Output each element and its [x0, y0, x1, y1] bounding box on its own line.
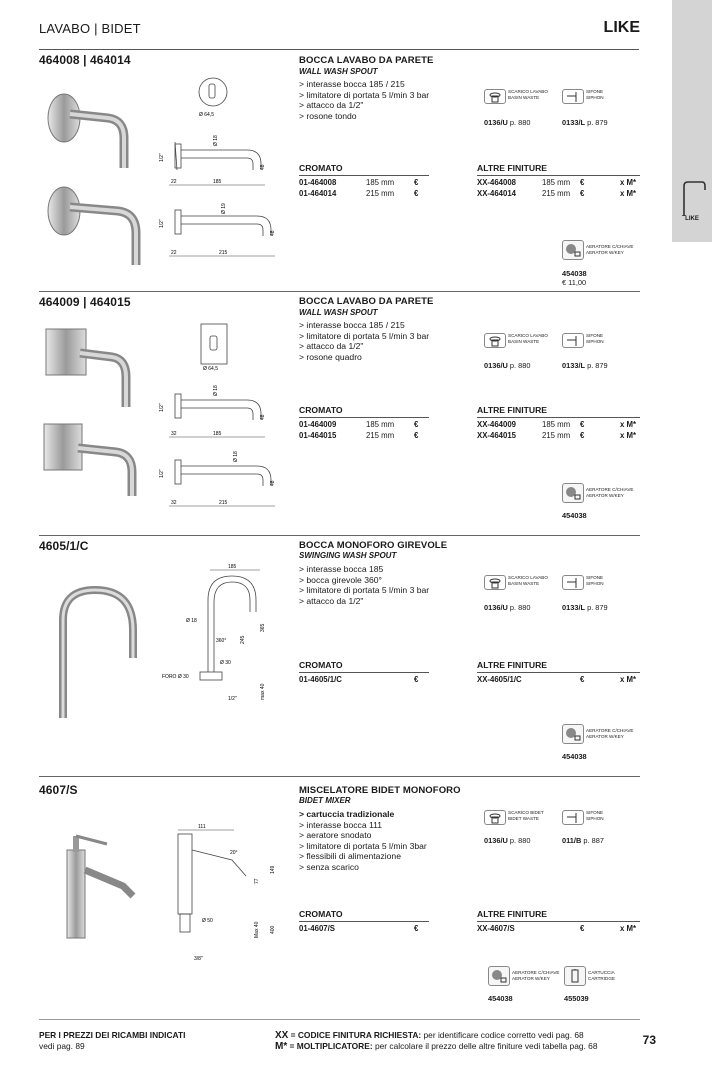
dim-label: 22: [171, 179, 177, 185]
accessory-ref: 0133/L p. 879: [562, 361, 608, 370]
svg-text:360°: 360°: [216, 638, 227, 644]
waste-icon: [484, 810, 506, 825]
aerator-price: € 11,00: [562, 278, 587, 287]
accessory-ref: 0133/L p. 879: [562, 603, 608, 612]
feature-item: > interasse bocca 185 / 215: [299, 320, 405, 330]
feature-item: > bocca girevole 360°: [299, 574, 382, 585]
waste-icon: [484, 333, 506, 348]
svg-text:111: 111: [198, 824, 206, 830]
accessory-cartridge: CARTUCCIA CARTRIDGE: [564, 966, 615, 986]
feature-item: > attacco da 1/2": [299, 595, 364, 606]
waste-icon: [484, 89, 506, 104]
accessory-aerator: AERATORE C/CHIAVE AERATOR W/KEY: [562, 483, 633, 503]
svg-text:1/2": 1/2": [228, 696, 237, 702]
faucet-icon: [676, 178, 708, 216]
feature-list: [299, 564, 429, 606]
aerator-icon: [562, 724, 584, 744]
section-divider: [39, 535, 640, 536]
dim-label: 1/2": [159, 219, 165, 228]
product-code: 4605/1/C: [39, 539, 89, 553]
accessory-basin-waste: SCARICO LAVABO BASIN WASTE: [484, 89, 548, 104]
product-title: BOCCA LAVABO DA PARETE: [299, 296, 434, 307]
product-subtitle: SWINGING WASH SPOUT: [299, 551, 397, 560]
accessory-ref: 0136/U p. 880: [484, 118, 531, 127]
accessory-ref: 0136/U p. 880: [484, 836, 531, 845]
product-title: MISCELATORE BIDET MONOFORO: [299, 785, 461, 796]
svg-text:400: 400: [270, 925, 276, 934]
accessory-siphon: SIFONE SIPHON: [562, 810, 604, 825]
svg-text:32: 32: [171, 500, 177, 506]
feature-item: > limitatore di portata 5 l/min 3bar: [299, 840, 427, 851]
svg-text:max 40: max 40: [260, 683, 266, 700]
accessory-ref: 011/B p. 887: [562, 836, 604, 845]
accessory-ref: 0136/U p. 880: [484, 361, 531, 370]
product-photo-spout-square-185: [40, 325, 140, 420]
feature-item: > limitatore di portata 5 l/min 3 bar: [299, 585, 430, 596]
svg-text:77: 77: [254, 878, 260, 884]
header-rule: [39, 49, 639, 50]
technical-drawing: [160, 820, 280, 965]
svg-text:Ø 18: Ø 18: [233, 451, 239, 462]
price-header-other: ALTRE FINITURE: [477, 909, 548, 919]
product-photo-spout-round-215: [40, 185, 150, 280]
product-photo-spout-square-215: [40, 420, 140, 500]
product-subtitle: WALL WASH SPOUT: [299, 67, 378, 76]
product-photo-swinging-spout: [45, 580, 145, 720]
dim-label: 48: [270, 230, 276, 236]
section-divider: [39, 776, 640, 777]
cartridge-code: 455039: [564, 994, 589, 1003]
feature-item: > rosone quadro: [299, 351, 362, 362]
cartridge-icon: [564, 966, 586, 986]
accessory-basin-waste: SCARICO LAVABO BASIN WASTE: [484, 575, 548, 590]
dim-label: 22: [171, 250, 177, 256]
technical-drawing: [155, 320, 280, 515]
svg-text:32: 32: [171, 431, 177, 437]
product-title: BOCCA LAVABO DA PARETE: [299, 55, 434, 66]
accessory-siphon: SIFONE SIPHON: [562, 89, 604, 104]
accessory-ref: 0136/U p. 880: [484, 603, 531, 612]
svg-text:215: 215: [219, 500, 228, 506]
svg-text:FORO Ø 30: FORO Ø 30: [162, 674, 189, 680]
price-header-chrome: CROMATO: [299, 660, 343, 670]
aerator-icon: [562, 483, 584, 503]
svg-text:1/2": 1/2": [159, 403, 165, 412]
price-header-chrome: CROMATO: [299, 405, 343, 415]
product-code: 464008 | 464014: [39, 53, 131, 67]
svg-text:3/8": 3/8": [194, 956, 203, 962]
accessory-aerator: AERATORE C/CHIAVE AERATOR W/KEY: [562, 240, 633, 260]
feature-item: > interasse bocca 111: [299, 819, 383, 830]
svg-text:Ø 64,5: Ø 64,5: [203, 366, 219, 372]
product-code: 4607/S: [39, 783, 78, 797]
technical-drawing: [155, 70, 280, 265]
aerator-code: 454038: [488, 994, 513, 1003]
accessory-basin-waste: SCARICO LAVABO BASIN WASTE: [484, 333, 548, 348]
section-divider: [39, 291, 640, 292]
feature-item: > senza scarico: [299, 861, 359, 872]
accessory-siphon: SIFONE SIPHON: [562, 333, 604, 348]
dim-label: 185: [213, 179, 222, 185]
dim-label: Ø 18: [213, 135, 219, 146]
accessory-aerator: AERATORE C/CHIAVE AERATOR W/KEY: [562, 724, 633, 744]
price-header-other: ALTRE FINITURE: [477, 163, 548, 173]
aerator-code: 454038: [562, 511, 587, 520]
waste-icon: [484, 575, 506, 590]
svg-text:Ø 30: Ø 30: [220, 660, 231, 666]
feature-list: [299, 320, 429, 362]
feature-item: > cartuccia tradizionale: [299, 809, 395, 819]
svg-text:185: 185: [228, 564, 237, 570]
header-series: LIKE: [603, 19, 640, 36]
header-category: LAVABO | BIDET: [39, 21, 141, 36]
svg-text:185: 185: [213, 431, 222, 437]
product-code: 464009 | 464015: [39, 295, 131, 309]
product-photo-bidet-mixer: [45, 830, 145, 940]
accessory-siphon: SIFONE SIPHON: [562, 575, 604, 590]
aerator-code: 454038: [562, 269, 587, 278]
feature-item: > limitatore di portata 5 l/min 3 bar: [299, 89, 430, 100]
svg-text:48: 48: [270, 480, 276, 486]
siphon-icon: [562, 810, 584, 825]
aerator-icon: [562, 240, 584, 260]
dim-label: 215: [219, 250, 228, 256]
svg-text:1/2": 1/2": [159, 469, 165, 478]
footer-divider: [39, 1019, 640, 1020]
svg-text:245: 245: [240, 635, 246, 644]
feature-list: [299, 809, 427, 873]
feature-list: [299, 79, 429, 121]
product-photo-spout-round-185: [40, 88, 140, 180]
side-tab-label: LIKE: [685, 216, 699, 222]
price-header-chrome: CROMATO: [299, 163, 343, 173]
product-subtitle: WALL WASH SPOUT: [299, 308, 378, 317]
svg-text:149: 149: [270, 865, 276, 874]
feature-item: > aeratore snodato: [299, 830, 372, 841]
page-number: 73: [642, 1033, 656, 1047]
dim-label: 48: [260, 164, 266, 170]
feature-item: > interasse bocca 185 / 215: [299, 79, 405, 89]
price-header-chrome: CROMATO: [299, 909, 343, 919]
product-title: BOCCA MONOFORO GIREVOLE: [299, 540, 448, 551]
footer-spare-parts-note: PER I PREZZI DEI RICAMBI INDICATI vedi pag. 89: [39, 1030, 186, 1051]
svg-text:48: 48: [260, 414, 266, 420]
siphon-icon: [562, 333, 584, 348]
feature-item: > flessibili di alimentazione: [299, 851, 401, 862]
price-header-other: ALTRE FINITURE: [477, 660, 548, 670]
price-header-other: ALTRE FINITURE: [477, 405, 548, 415]
dim-label: Ø 19: [221, 203, 227, 214]
dim-label: Ø 64,5: [199, 112, 215, 118]
siphon-icon: [562, 89, 584, 104]
feature-item: > limitatore di portata 5 l/min 3 bar: [299, 330, 430, 341]
svg-text:Ø 18: Ø 18: [186, 618, 197, 624]
technical-drawing: [160, 560, 280, 705]
footer-legend: XX = CODICE FINITURA RICHIESTA: per identificare codice corretto vedi pag. 68 M* = MOLTIPLICATORE: per calcolare il prezzo delle altre finiture vedi tabella pag. 68: [275, 1030, 598, 1052]
product-subtitle: BIDET MIXER: [299, 796, 351, 805]
svg-text:20°: 20°: [230, 850, 238, 856]
svg-text:Ø 50: Ø 50: [202, 918, 213, 924]
svg-text:Max 40: Max 40: [254, 921, 260, 938]
accessory-aerator: AERATORE C/CHIAVE AERATOR W/KEY: [488, 966, 559, 986]
accessory-bidet-waste: SCARICO BIDET BIDET WASTE: [484, 810, 544, 825]
feature-item: > interasse bocca 185: [299, 564, 384, 574]
svg-text:365: 365: [260, 623, 266, 632]
siphon-icon: [562, 575, 584, 590]
feature-item: > attacco da 1/2": [299, 100, 364, 111]
aerator-code: 454038: [562, 752, 587, 761]
feature-item: > attacco da 1/2": [299, 341, 364, 352]
aerator-icon: [488, 966, 510, 986]
svg-text:Ø 18: Ø 18: [213, 385, 219, 396]
accessory-ref: 0133/L p. 879: [562, 118, 608, 127]
feature-item: > rosone tondo: [299, 110, 357, 121]
dim-label: 1/2": [159, 153, 165, 162]
